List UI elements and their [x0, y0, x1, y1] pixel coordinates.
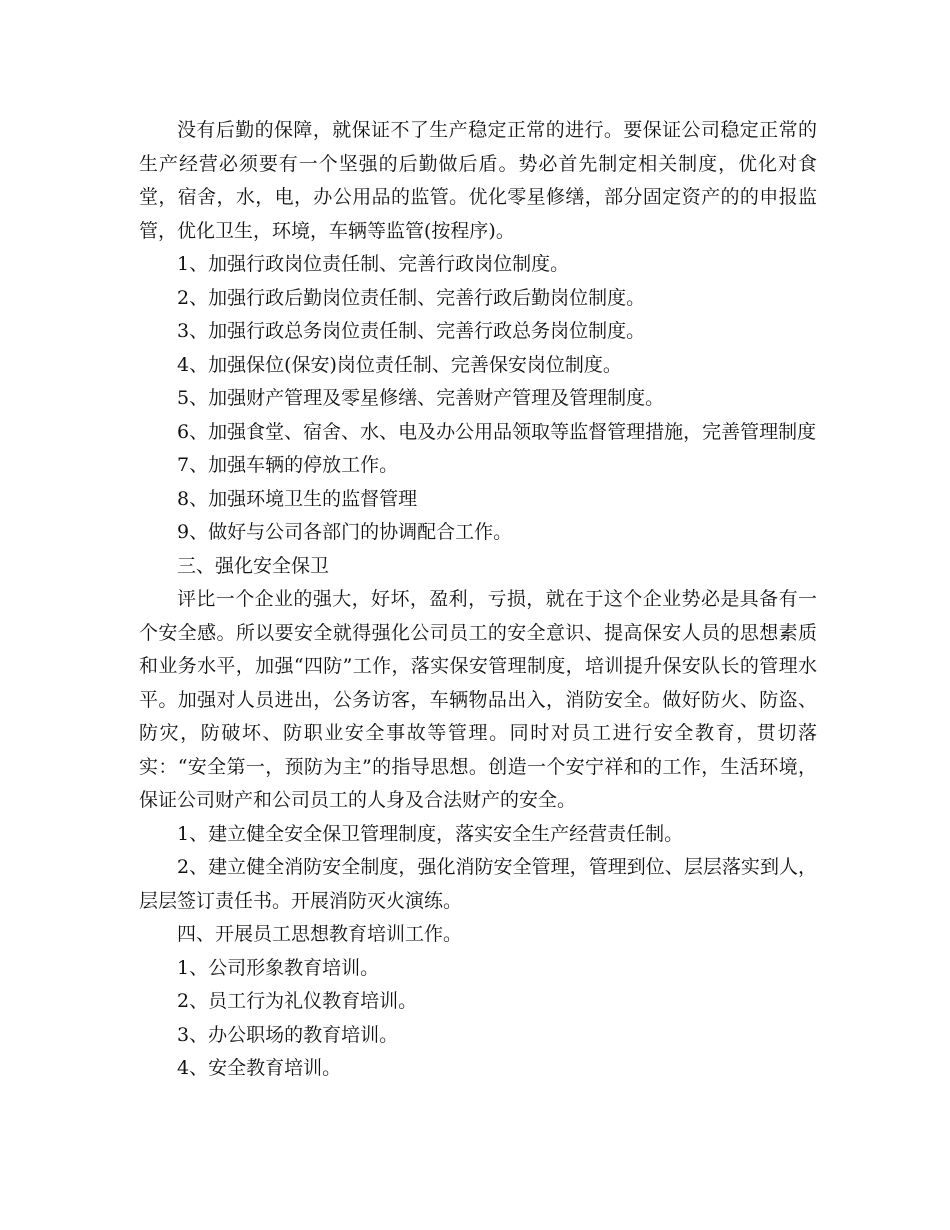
section-heading-training: 四、开展员工思想教育培训工作。: [177, 923, 463, 945]
list-item: 6、加强食堂、宿舍、水、电及办公用品领取等监督管理措施，完善管理制度: [177, 420, 817, 443]
list-item: 2、加强行政后勤岗位责任制、完善行政后勤岗位制度。: [177, 286, 646, 309]
list-item: 4、加强保位(保安)岗位责任制、完善保安岗位制度。: [177, 353, 622, 376]
list-item: 1、加强行政岗位责任制、完善行政岗位制度。: [177, 253, 570, 275]
list-item: 2、员工行为礼仪教育培训。: [177, 990, 418, 1012]
list-item: 1、建立健全安全保卫管理制度，落实安全生产经营责任制。: [177, 822, 684, 845]
paragraph-security-intro: 评比一个企业的强大，好坏，盈利，亏损，就在于这个企业势必是具备有一个安全感。所以要安全就得强化公司员工的安全意识、提高保安人员的思想素质和业务水平，加强“四防”工作，落实保安管理制度，培训提升保安队长的管理水平。加强对人员进出，公务访客，车辆物品出入，消防安全。做好防火、防盗、防灾，防破坏、防职业安全事故等管理。同时对员工进行安全教育，贯切落实：“安全第一，预防为主”的指导思想。创造一个安宁祥和的工作，生活环境，保证公司财产和公司员工的人身及合法财产的安全。: [139, 588, 817, 811]
list-item: 5、加强财产管理及零星修缮、完善财产管理及管理制度。: [177, 387, 665, 409]
list-item: 1、公司形象教育培训。: [177, 956, 380, 979]
list-item: 3、加强行政总务岗位责任制、完善行政总务岗位制度。: [177, 320, 646, 342]
list-item: 3、办公职场的教育培训。: [177, 1023, 399, 1046]
paragraph-logistics-intro: 没有后勤的保障，就保证不了生产稳定正常的进行。要保证公司稳定正常的生产经营必须要有一个坚强的后勤做后盾。势必首先制定相关制度，优化对食堂，宿舍，水，电，办公用品的监管。优化零星修缮，部分固定资产的的申报监管，优化卫生，环境，车辆等监管(按程序)。: [139, 119, 817, 242]
list-item: 4、安全教育培训。: [177, 1057, 342, 1079]
section-heading-security: 三、强化安全保卫: [177, 554, 330, 577]
document-body: [139, 114, 817, 1086]
list-item: 9、做好与公司各部门的协调配合工作。: [177, 521, 513, 543]
list-item: 8、加强环境卫生的监督管理: [177, 487, 418, 510]
list-item: 7、加强车辆的停放工作。: [177, 454, 399, 476]
list-item: 2、建立健全消防安全制度，强化消防安全管理，管理到位、层层落实到人，层层签订责任书。开展消防灭火演练。: [139, 856, 817, 912]
